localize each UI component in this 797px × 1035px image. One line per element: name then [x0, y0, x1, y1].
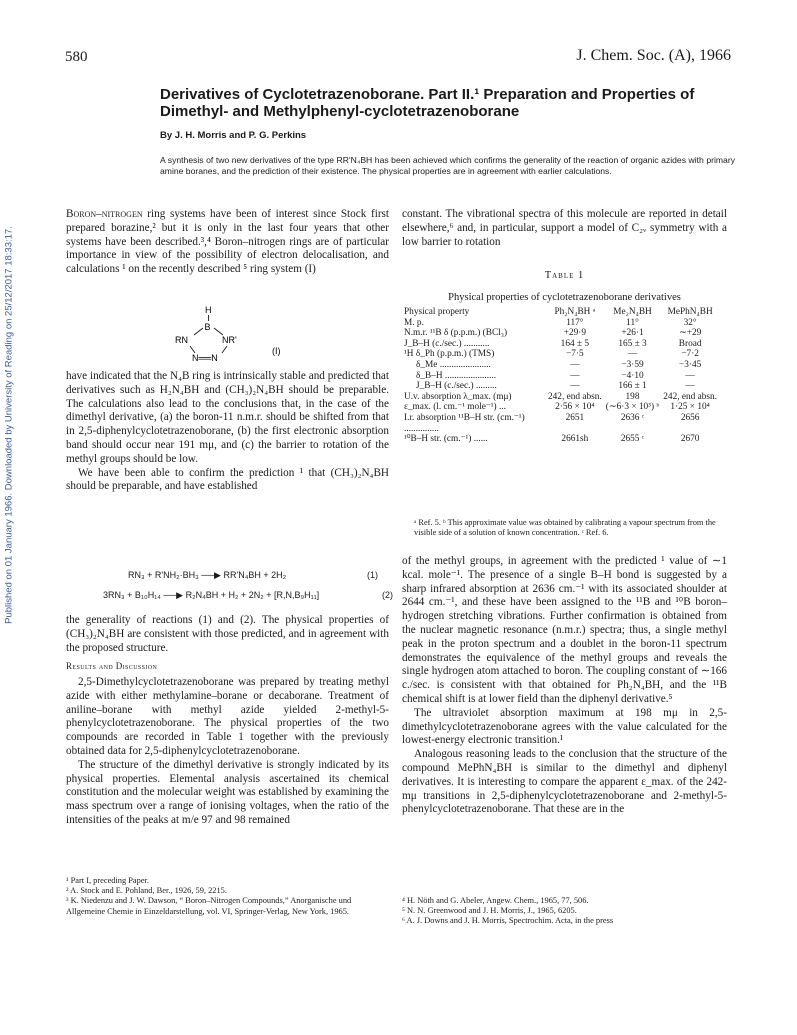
- left-footnotes: [66, 876, 389, 917]
- table-cell: 2636 ᶜ: [620, 412, 645, 423]
- equation-1-label: (1): [367, 570, 378, 580]
- table-cell: (∼6·3 × 10³) ᵇ: [605, 402, 660, 413]
- table-cell: J_B–H (c./sec.) ...........: [404, 338, 490, 349]
- table-cell: N.m.r. ¹¹B δ (p.p.m.) (BCl₃): [404, 328, 508, 339]
- table-cell: ¹⁰B–H str. (cm.⁻¹) ......: [404, 434, 488, 445]
- download-watermark-text: Published on 01 January 1966. Downloaded by University of Reading on 25/12/2017 18:33:17.: [3, 226, 15, 624]
- intro-paragraph-4: [66, 614, 389, 655]
- table-cell: —: [570, 359, 580, 370]
- table-cell: —: [570, 381, 580, 392]
- equation-1-text: RN₃ + R'NH₂·BH₃ ──▶ RR'N₄BH + 2H₂: [128, 570, 287, 580]
- table-cell: M. p.: [404, 317, 424, 328]
- table-cell: 2·56 × 10⁴: [555, 402, 595, 413]
- right-footnotes: [402, 896, 727, 927]
- table-cell: 2661sh: [561, 434, 589, 445]
- intro-text-2: have indicated that the N₄B ring is intrinsically stable and predicted that derivatives such as H₂N₄BH and (CH₃)₂N₄BH should be preparable. The calculations also lead to the conclusions that, in the case of the dimethyl derivative, (a) the boron-11 n.m.r. should be shifted from that in 2,5-diphenylcyclotetrazenoborane, (b) the first electronic absorption band should occur near 191 mμ, and (c) the barrier to rotation of the methyl groups should be low.: [66, 370, 389, 465]
- table-cell: ∼+29: [678, 328, 702, 339]
- right-paragraph-1: of the methyl groups, in agreement with the predicted ¹ value of ∼1 kcal. mole⁻¹. The presence of a single B–H bond is suggested by a sharp infrared absorption at 2636 cm.⁻¹ with its associated shoulder at 2644 cm.⁻¹, and these have been assigned to the ¹¹B and ¹⁰B boron–hydrogen stretching vibrations. Further confirmation is obtained from the nuclear magnetic resonance (n.m.r.) spectra; thus, a single methyl peak in the proton spectrum and a doublet in the boron-11 spectrum demonstrates the equivalence of the methyl groups and reveals the single hydrogen atom attached to boron. The coupling constant of ∼166 c./sec. is consistent with that obtained for Ph₂N₄BH, and the ¹¹B chemical shift is at lower field than the diphenyl derivative.⁵: [402, 555, 727, 705]
- results-paragraph-1: 2,5-Dimethylcyclotetrazenoborane was prepared by treating methyl azide with either methylamine–borane or decaborane. Treatment of aniline–borane with methyl azide yielded 2-methyl-5-phenylcyclotetrazenoborane. The physical properties of the two compounds are recorded in Table 1 together with the previously obtained data for 2,5-diphenylcyclotetrazenoborane.: [66, 676, 389, 757]
- equation-2-label: (2): [382, 590, 393, 600]
- equation-1: [128, 570, 378, 581]
- properties-table: [402, 307, 727, 445]
- structure-rn: RN: [175, 335, 188, 345]
- table-cell: —: [627, 349, 638, 360]
- table-cell: ε_max. (l. cm.⁻¹ mole⁻¹) ...: [404, 402, 506, 413]
- intro-text-3: We have been able to confirm the prediction ¹ that (CH₃)₂N₄BH should be preparable, and have established: [66, 466, 389, 493]
- intro-text-4: the generality of reactions (1) and (2). The physical properties of (CH₃)₂N₄BH are consistent with those predicted, and in agreement with the proposed structure.: [66, 614, 389, 654]
- section-heading: [66, 661, 157, 671]
- table-cell: J_B–H (c./sec.) .........: [416, 381, 497, 392]
- table-cell: δ_Me ......................: [416, 359, 491, 370]
- table-cell: −7·5: [566, 349, 584, 360]
- table-cell: MePhN₄BH: [667, 307, 713, 317]
- table-cell: I.r. absorption ¹¹B–H str. (cm.⁻¹) ...............: [404, 412, 525, 434]
- table-row: [402, 434, 719, 445]
- table-row: [402, 381, 719, 392]
- table-cell: 164 ± 5: [560, 338, 590, 349]
- table-cell: 2670: [680, 434, 700, 445]
- table-row: [402, 360, 719, 371]
- equation-2-text: 3RN₃ + B₁₀H₁₄ ──▶ R₂N₄BH + H₂ + 2N₂ + [R,N,B₉H₁₁]: [103, 590, 320, 600]
- paper-authors: By J. H. Morris and P. G. Perkins: [160, 130, 307, 141]
- right-paragraph-3: Analogous reasoning leads to the conclusion that the structure of the compound MePhN₄BH is similar to the dimethyl and diphenyl derivatives. It is interesting to compare the apparent ε_max. of the 242-mμ transitions in 2,5-diphenylcyclotetrazenoborane and 2-methyl-5-phenylcyclotetrazenoborane. That these are in the: [402, 748, 727, 816]
- table-cell: —: [685, 381, 695, 392]
- table-notes: ᵃ Ref. 5. ᵇ This approximate value was obtained by calibrating a vapour spectrum from the visible side of a solution of known concentration. ᶜ Ref. 6.: [414, 518, 716, 538]
- properties-table-grid: [402, 307, 719, 445]
- paper-title: Derivatives of Cyclotetrazenoborane. Part II.¹ Preparation and Properties of Dimethyl- and Methylphenyl-cyclotetrazenoborane: [160, 86, 695, 120]
- intro-paragraph-1: [66, 208, 389, 277]
- structure-b-atom: B: [204, 322, 211, 332]
- table-cell: +29·9: [563, 328, 586, 339]
- intro-paragraph-2: [66, 370, 389, 494]
- table-cell: ¹H δ_Ph (p.p.m.) (TMS): [404, 349, 495, 360]
- table-cell: −7·2: [681, 349, 699, 360]
- structure-nr: NR': [222, 335, 237, 345]
- table-cell: Me₂N₄BH: [613, 307, 652, 317]
- table-row: [402, 413, 719, 434]
- table-cell: 11°: [626, 317, 639, 328]
- structure-bond-bn-right: [214, 328, 223, 335]
- table-cell: 1·25 × 10⁴: [670, 402, 710, 413]
- table-cell: −3·59: [621, 359, 644, 370]
- table-cell: 166 ± 1: [618, 381, 647, 392]
- table-cell: 117°: [566, 317, 584, 328]
- table-cell: 2655 ᶜ: [620, 434, 645, 445]
- table-cell: +26·1: [621, 328, 644, 339]
- footnote-5: ⁵ N. N. Greenwood and J. H. Morris, J., 1965, 6205.: [402, 906, 577, 916]
- table-cell: —: [570, 370, 580, 381]
- table-row: [402, 328, 719, 339]
- table-cell: −3·45: [678, 359, 702, 370]
- section-heading-text: Results and Discussion: [66, 661, 158, 671]
- table-row: [402, 402, 719, 413]
- footnote-4: ⁴ H. Nöth and G. Abeler, Angew. Chem., 1965, 77, 506.: [402, 896, 589, 905]
- table-cell: Physical property: [404, 307, 470, 317]
- table-row: [402, 318, 719, 329]
- results-text: [66, 676, 389, 828]
- download-watermark: [2, 215, 16, 635]
- structure-h-atom: H: [205, 305, 212, 315]
- table-title-text: Table 1: [544, 270, 585, 281]
- equation-2: [103, 590, 393, 601]
- intro-lead: Boron–nitrogen: [66, 208, 143, 220]
- table-cell: 242, end absn.: [548, 391, 602, 402]
- right-top-text: [402, 208, 727, 249]
- table-cell: −4·10: [621, 370, 644, 381]
- right-paragraph-2: The ultraviolet absorption maximum at 198 mμ in 2,5-dimethylcyclotetrazenoborane agrees with the value calculated for the lowest-energy electronic transition.¹: [402, 706, 727, 747]
- table-row: [402, 371, 719, 382]
- structure-bond-nn-right: [222, 346, 227, 353]
- intro-text-1: ring systems have been of interest since Stock first prepared borazine,² but it is only in the last four years that other systems have been described.³,⁴ Boron–nitrogen rings are of particular importance in view of the possibility of electron delocalisation, and calculations ¹ on the recently described ⁵ ring system (I): [66, 208, 390, 276]
- table-cell: 198: [625, 391, 640, 402]
- structure-label: (I): [272, 346, 281, 356]
- structure-n-eq-n: N══N: [192, 353, 218, 363]
- structure-bond-nn-left: [190, 346, 195, 353]
- table-cell: U.v. absorption λ_max. (mμ): [404, 391, 512, 402]
- table-title: [402, 270, 727, 281]
- footnote-2: ² A. Stock and E. Pohland, Ber., 1926, 59, 2215.: [66, 886, 227, 896]
- table-header-row: [402, 307, 719, 318]
- table-cell: 165 ± 3: [618, 338, 647, 349]
- results-paragraph-2: The structure of the dimethyl derivative is strongly indicated by its physical properties. Elemental analysis ascertained its chemical constitution and the molecular weight was established by examining the mass spectrum over a range of ionising voltages, when the ratio of the intensities of the peaks at m/e 97 and 98 remained: [66, 758, 389, 826]
- table-cell: 242, end absn.: [663, 391, 717, 402]
- footnote-3: ³ K. Niedenzu and J. W. Dawson, “ Boron–Nitrogen Compounds,” Anorganische und Allgemeine Chemie in Einzeldarstellung, vol. VI, Springer-Verlag, New York, 1965.: [66, 896, 352, 916]
- right-top-paragraph: constant. The vibrational spectra of this molecule are reported in detail elsewhere,⁶ and, in particular, support a model of C₂ᵥ symmetry with a low barrier to rotation: [402, 208, 727, 248]
- table-cell: δ_B–H ......................: [416, 370, 497, 381]
- footnote-1: ¹ Part I, preceding Paper.: [66, 876, 149, 885]
- table-cell: 2656: [680, 412, 700, 423]
- table-cell: Ph₂N₄BH ᵃ: [554, 307, 596, 317]
- table-cell: Broad: [678, 338, 702, 349]
- ring-structure-diagram: [170, 302, 310, 364]
- structure-bond-bn-left: [194, 328, 203, 335]
- table-row: [402, 392, 719, 403]
- right-body: [402, 555, 727, 817]
- table-row: [402, 339, 719, 350]
- table-row: [402, 349, 719, 360]
- table-caption: Physical properties of cyclotetrazenoborane derivatives: [448, 292, 681, 303]
- page-number: 580: [65, 49, 88, 65]
- table-cell: —: [685, 370, 695, 381]
- paper-abstract: A synthesis of two new derivatives of the type RR'N₄BH has been achieved which confirms the generality of the reaction of organic azides with primary amine boranes, and the prediction of their existence. The physical properties are in agreement with earlier calculations.: [160, 155, 735, 176]
- table-cell: 32°: [683, 317, 697, 328]
- table-cell: 2651: [565, 412, 585, 423]
- footnote-6: ⁶ A. J. Downs and J. H. Morris, Spectrochim. Acta, in the press: [402, 916, 614, 926]
- journal-header: J. Chem. Soc. (A), 1966: [576, 47, 731, 64]
